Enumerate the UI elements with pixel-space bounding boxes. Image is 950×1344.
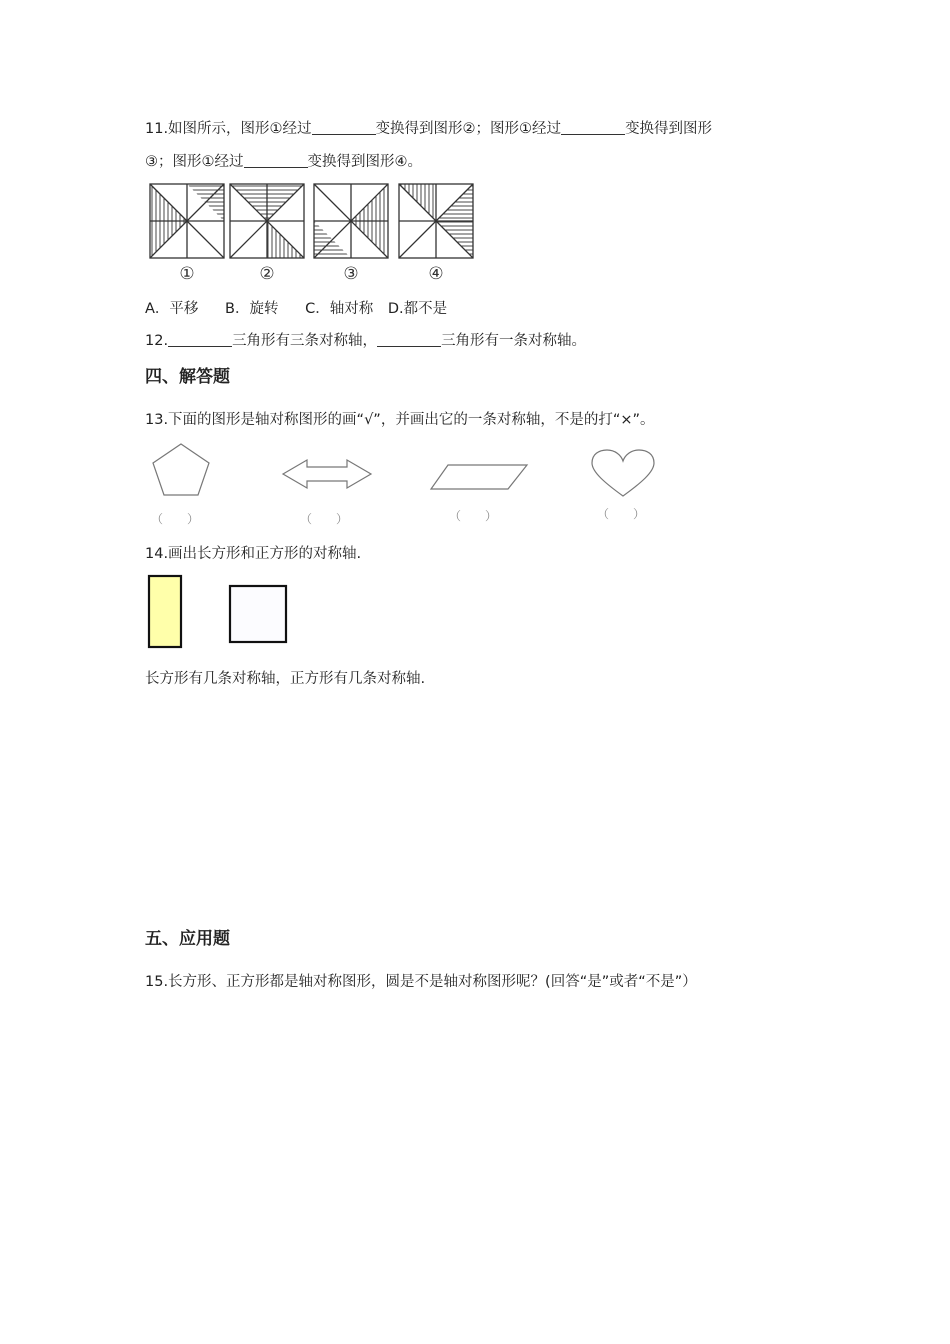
rectangle-shape	[149, 576, 181, 647]
option-c[interactable]: C．轴对称	[305, 301, 374, 317]
figure-2	[230, 184, 304, 258]
square-shape	[230, 586, 286, 642]
heart-shape	[592, 450, 654, 496]
answer-blank[interactable]	[377, 332, 441, 348]
q12-line: 12. 三角形有三条对称轴， 三角形有一条对称轴。	[145, 333, 587, 349]
q13-text: 13.下面的图形是轴对称图形的画“√”，并画出它的一条对称轴，不是的打“×”。	[145, 412, 655, 428]
q11-figures	[145, 180, 480, 288]
figure-label: ②	[259, 264, 275, 284]
q13-shapes	[145, 440, 665, 504]
answer-blank[interactable]	[168, 332, 232, 348]
answer-paren[interactable]: （ ）	[300, 512, 349, 526]
figure-label: ①	[179, 264, 195, 284]
option-a[interactable]: A．平移	[145, 301, 199, 317]
q11-line2: ③；图形①经过 变换得到图形④。	[145, 154, 422, 170]
answer-blank[interactable]	[312, 120, 376, 136]
answer-blank[interactable]	[244, 153, 308, 169]
answer-paren[interactable]: （ ）	[449, 509, 498, 523]
q14-question: 长方形有几条对称轴，正方形有几条对称轴.	[145, 671, 426, 687]
option-b[interactable]: B．旋转	[225, 301, 279, 317]
pentagon-shape	[153, 444, 209, 495]
q11-options	[145, 297, 447, 318]
parallelogram-shape	[431, 465, 527, 489]
figure-label: ③	[343, 264, 359, 284]
figure-3	[314, 184, 388, 258]
answer-paren[interactable]: （ ）	[151, 512, 200, 526]
q11-line1: 11.如图所示，图形①经过 变换得到图形②；图形①经过 变换得到图形	[145, 121, 713, 137]
q14-text: 14.画出长方形和正方形的对称轴.	[145, 546, 362, 562]
section-4-heading: 四、解答题	[145, 367, 230, 387]
q14-shapes	[145, 570, 295, 652]
answer-paren[interactable]: （ ）	[597, 507, 646, 521]
figure-label: ④	[428, 264, 444, 284]
figure-4	[399, 184, 473, 258]
q15-text: 15.长方形、正方形都是轴对称图形，圆是不是轴对称图形呢？(回答“是”或者“不是”）	[145, 974, 697, 990]
section-5-heading: 五、应用题	[145, 929, 230, 949]
answer-blank[interactable]	[561, 120, 625, 136]
option-d[interactable]: D.都不是	[387, 301, 448, 317]
figure-1	[150, 184, 224, 258]
double-arrow-shape	[283, 460, 371, 488]
